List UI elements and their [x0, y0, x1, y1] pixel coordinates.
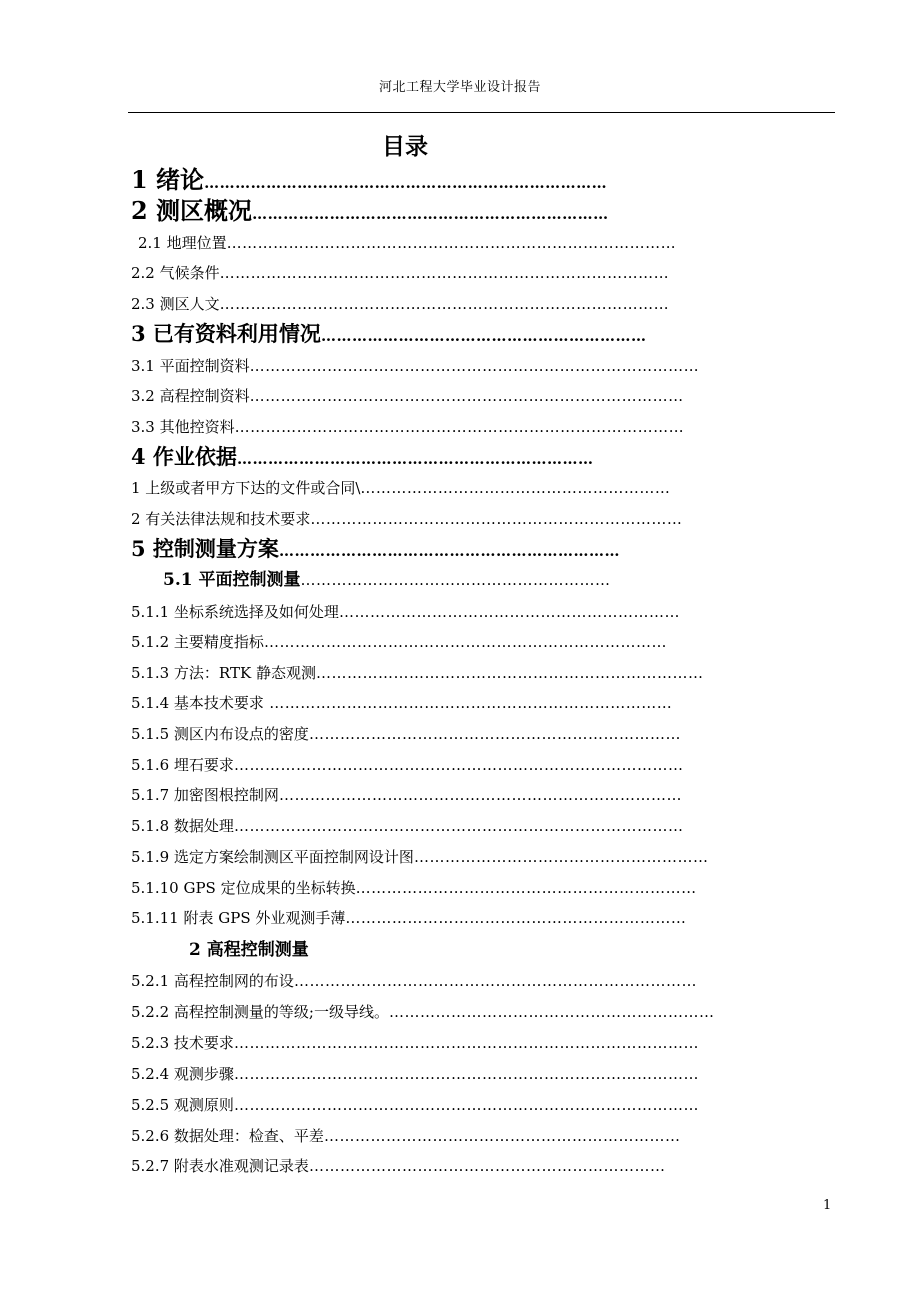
toc-entry-label: 5.1.5 测区内布设点的密度: [131, 725, 309, 743]
toc-entry-label: 2 有关法律法规和技术要求: [131, 510, 311, 528]
toc-entry-label: 5.1.11 附表 GPS 外业观测手薄: [131, 909, 346, 927]
toc-entry-label: 5.2.3 技术要求: [131, 1034, 234, 1052]
toc-entry[interactable]: [138, 227, 763, 259]
toc-entry-label: 3.3 其他控资料: [131, 418, 235, 436]
toc-entry-label: 5.1 平面控制测量: [163, 570, 301, 590]
toc-entry-label: 5.1.2 主要精度指标: [131, 633, 264, 651]
toc-entry-label: 5.1.4 基本技术要求: [131, 694, 264, 712]
toc-leader-dots: ………………………………………………………………: [310, 510, 683, 528]
toc-entry[interactable]: [131, 1120, 751, 1152]
toc-entry[interactable]: [131, 687, 741, 719]
toc-entry-label: 3.1 平面控制资料: [131, 357, 250, 375]
toc-leader-dots: ……………………………………………………………………………: [233, 756, 684, 774]
toc-leader-dots: ……………………………………………………………………: [204, 174, 608, 192]
page-header: 河北工程大学毕业设计报告: [378, 80, 541, 95]
toc-entry[interactable]: [189, 934, 389, 966]
toc-leader-dots: ………………………………………………………: [389, 1003, 715, 1021]
toc-entry-label: 5.1.9 选定方案绘制测区平面控制网设计图: [131, 848, 414, 866]
toc-entry-label: 2.1 地理位置: [138, 234, 227, 252]
toc-entry[interactable]: [131, 318, 739, 350]
toc-leader-dots: …………………………………………………………: [278, 542, 620, 560]
toc-entry-label: 2.3 测区人文: [131, 295, 220, 313]
toc-leader-dots: ………………………………………………………………………………: [233, 1065, 699, 1083]
toc-entry[interactable]: [131, 596, 754, 628]
toc-entry[interactable]: [131, 164, 701, 196]
toc-entry-label: 5.1.8 数据处理: [131, 817, 234, 835]
toc-leader-dots: ……………………………………………………………: [236, 450, 594, 468]
toc-entry-label: 5.2.5 观测原则: [131, 1096, 234, 1114]
toc-leader-dots: ……………………………………………………………………: [263, 694, 673, 712]
toc-leader-dots: ………………………………………………………: [320, 327, 647, 345]
toc-entry[interactable]: [131, 195, 711, 227]
toc-entry[interactable]: [131, 749, 694, 781]
toc-entry-label: 5.2.6 数据处理：检查、平差: [131, 1127, 324, 1145]
toc-entry-label: 5.1.6 埋石要求: [131, 756, 234, 774]
toc-entry-label: 5.1.10 GPS 定位成果的坐标转换: [131, 879, 356, 897]
toc-entry[interactable]: [131, 257, 754, 289]
toc-leader-dots: ………………………………………………………………………………: [233, 1034, 699, 1052]
toc-leader-dots: ……………………………………………………………………: [293, 972, 697, 990]
toc-entry[interactable]: [131, 1027, 751, 1059]
toc-entry[interactable]: [131, 779, 694, 811]
toc-entry[interactable]: [163, 564, 719, 596]
toc-leader-dots: …………………………………………………………: [338, 603, 680, 621]
toc-entry-label: 2 测区概况: [131, 196, 253, 225]
toc-leader-dots: ……………………………………………………: [360, 479, 671, 497]
toc-leader-dots: ……………………………………………………………………………: [234, 418, 685, 436]
toc-leader-dots: ……………………………………………………………………………: [249, 357, 700, 375]
toc-leader-dots: ……………………………………………………………………: [263, 633, 667, 651]
toc-entry[interactable]: [131, 626, 694, 658]
toc-entry[interactable]: [131, 380, 754, 412]
toc-leader-dots: …………………………………………………………: [345, 909, 687, 927]
toc-entry[interactable]: [131, 533, 691, 565]
toc-entry[interactable]: [131, 503, 741, 535]
toc-entry[interactable]: [131, 472, 746, 504]
toc-leader-dots: …………………………………………………………………………: [249, 387, 684, 405]
toc-entry-label: 5.1.7 加密图根控制网: [131, 786, 279, 804]
toc-leader-dots: …………………………………………………………: [355, 879, 697, 897]
toc-entry-label: 4 作业依据: [131, 444, 237, 469]
toc-entry[interactable]: [131, 288, 754, 320]
toc-leader-dots: ……………………………………………………………………………: [226, 234, 677, 252]
toc-entry[interactable]: [131, 411, 772, 443]
toc-entry-label: 3.2 高程控制资料: [131, 387, 250, 405]
toc-entry-label: 5.2.2 高程控制测量的等级;一级导线。: [131, 1003, 389, 1021]
toc-leader-dots: ……………………………………………………………: [323, 1127, 681, 1145]
toc-entry-label: 5.2.7 附表水准观测记录表: [131, 1157, 309, 1175]
toc-entry-label: 2 高程控制测量: [189, 940, 309, 960]
toc-entry[interactable]: [131, 1058, 751, 1090]
toc-entry-label: 5.2.1 高程控制网的布设: [131, 972, 294, 990]
toc-entry[interactable]: [131, 1089, 751, 1121]
toc-leader-dots: ……………………………………………………………: [308, 1157, 666, 1175]
toc-entry[interactable]: [131, 441, 679, 473]
toc-leader-dots: …………………………………………………: [413, 848, 709, 866]
toc-leader-dots: ……………………………………………………………: [252, 205, 609, 223]
toc-leader-dots: ……………………………………………………………………………: [219, 264, 670, 282]
toc-entry-label: 5.1.3 方法：RTK 静态观测: [131, 664, 316, 682]
toc-leader-dots: ……………………………………………………: [300, 571, 611, 589]
toc-leader-dots: ………………………………………………………………………………: [233, 1096, 699, 1114]
toc-leader-dots: ………………………………………………………………: [308, 725, 681, 743]
toc-entry-label: 2.2 气候条件: [131, 264, 220, 282]
toc-entry-label: 3 已有资料利用情况: [131, 321, 321, 346]
page-number: 1: [823, 1198, 832, 1213]
toc-leader-dots: ……………………………………………………………………………: [219, 295, 670, 313]
toc-entry[interactable]: [131, 965, 713, 997]
toc-leader-dots: ……………………………………………………………………………: [233, 817, 684, 835]
toc-entry[interactable]: [131, 841, 749, 873]
toc-entry[interactable]: [131, 1150, 731, 1182]
toc-leader-dots: ……………………………………………………………………: [278, 786, 682, 804]
toc-entry[interactable]: [131, 810, 694, 842]
toc-entry[interactable]: [131, 350, 772, 382]
toc-entry[interactable]: [131, 996, 754, 1028]
toc-leader-dots: …………………………………………………………………: [315, 664, 704, 682]
toc-entry-label: 1 上级或者甲方下达的文件或合同\: [131, 479, 361, 497]
toc-entry[interactable]: [131, 657, 736, 689]
toc-entry-label: 1 绪论: [131, 165, 205, 194]
toc-entry-label: 5.2.4 观测步骤: [131, 1065, 234, 1083]
toc-title: 目录: [382, 133, 428, 160]
toc-entry-label: 5.1.1 坐标系统选择及如何处理: [131, 603, 339, 621]
toc-entry-label: 5 控制测量方案: [131, 536, 279, 561]
toc-entry[interactable]: [131, 902, 764, 934]
toc-entry[interactable]: [131, 718, 731, 750]
toc-entry[interactable]: [131, 872, 742, 904]
